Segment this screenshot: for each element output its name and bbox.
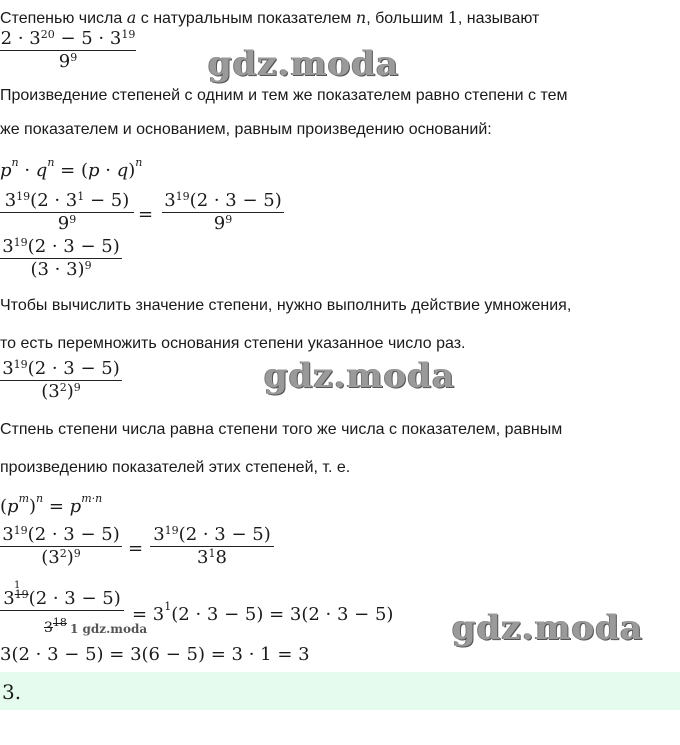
intro-mid: с натуральным показателем bbox=[140, 10, 352, 27]
intro-comma: , большим bbox=[366, 10, 444, 27]
fraction-2: $3^{19}(2 \cdot 3^1 - 5)$ $9^9$ bbox=[0, 190, 134, 235]
equals-1: = bbox=[138, 204, 154, 225]
intro-one: 1 bbox=[447, 8, 458, 27]
answer-label: 3. bbox=[2, 680, 22, 704]
var-n: n bbox=[355, 8, 367, 27]
rule1-line2: же показателем и основанием, равным произведению оснований: bbox=[0, 121, 492, 138]
intro-end: , называют bbox=[457, 10, 540, 27]
fraction-8: $3^{19}(2 \cdot 3 - 5)$ bbox=[0, 588, 124, 633]
fraction-7: $3^{19}(2 \cdot 3 - 5)$ $3^18$ bbox=[150, 524, 274, 569]
rule2-line2: то есть перемножить основания степени указанное число раз. bbox=[0, 335, 466, 352]
var-a: a bbox=[126, 8, 137, 27]
fraction-6: $3^{19}(2 \cdot 3 - 5)$ $(3^2)^9$ bbox=[0, 524, 122, 569]
fraction-4: $3^{19}(2 \cdot 3 - 5)$ $(3 \cdot 3)^9$ bbox=[0, 236, 122, 281]
rule1-line1: Произведение степеней с одним и тем же показателем равно степени с тем bbox=[0, 87, 568, 104]
rule2-line1: Чтобы вычислить значение степени, нужно выполнить действие умножения, bbox=[0, 297, 572, 314]
intro-line bbox=[0, 8, 539, 29]
watermark-1: gdz.moda bbox=[208, 44, 400, 84]
answer-bar bbox=[0, 672, 680, 710]
fraction-1: $2 \cdot 3^{20} - 5 \cdot 3^{19}$ $9^9$ bbox=[0, 28, 136, 72]
fraction-3: $3^{19}(2 \cdot 3 - 5)$ $9^9$ bbox=[162, 190, 284, 235]
rule3-line2: произведению показателей этих степеней, т. е. bbox=[0, 459, 351, 476]
cancel-one: 1 bbox=[14, 580, 21, 591]
formula-final: 3(2 · 3 − 5) = 3(6 − 5) = 3 · 1 = 3 bbox=[0, 644, 310, 665]
rule3-line1: Стпень степени числа равна степени того же числа с показателем, равным bbox=[0, 421, 563, 438]
watermark-small: 1 gdz.moda bbox=[70, 622, 148, 636]
equals-2: = bbox=[128, 538, 144, 559]
fraction-5: $3^{19}(2 \cdot 3 - 5)$ $(3^2)^9$ bbox=[0, 358, 122, 403]
watermark-2: gdz.moda bbox=[264, 356, 456, 396]
watermark-3: gdz.moda bbox=[452, 608, 644, 648]
intro-text: Степенью числа bbox=[0, 10, 123, 27]
cancelled-denominator: $3^{18}$ bbox=[44, 616, 67, 636]
formula-product-powers: $p^n \cdot q^n = (p \cdot q)^n$ bbox=[0, 156, 143, 181]
formula-simplified: = $3^1(2 \cdot 3 - 5) = 3(2 \cdot 3 - 5)$ bbox=[132, 600, 394, 625]
formula-power-of-power: $(p^m)^n = p^{m\cdot n}$ bbox=[0, 492, 103, 517]
